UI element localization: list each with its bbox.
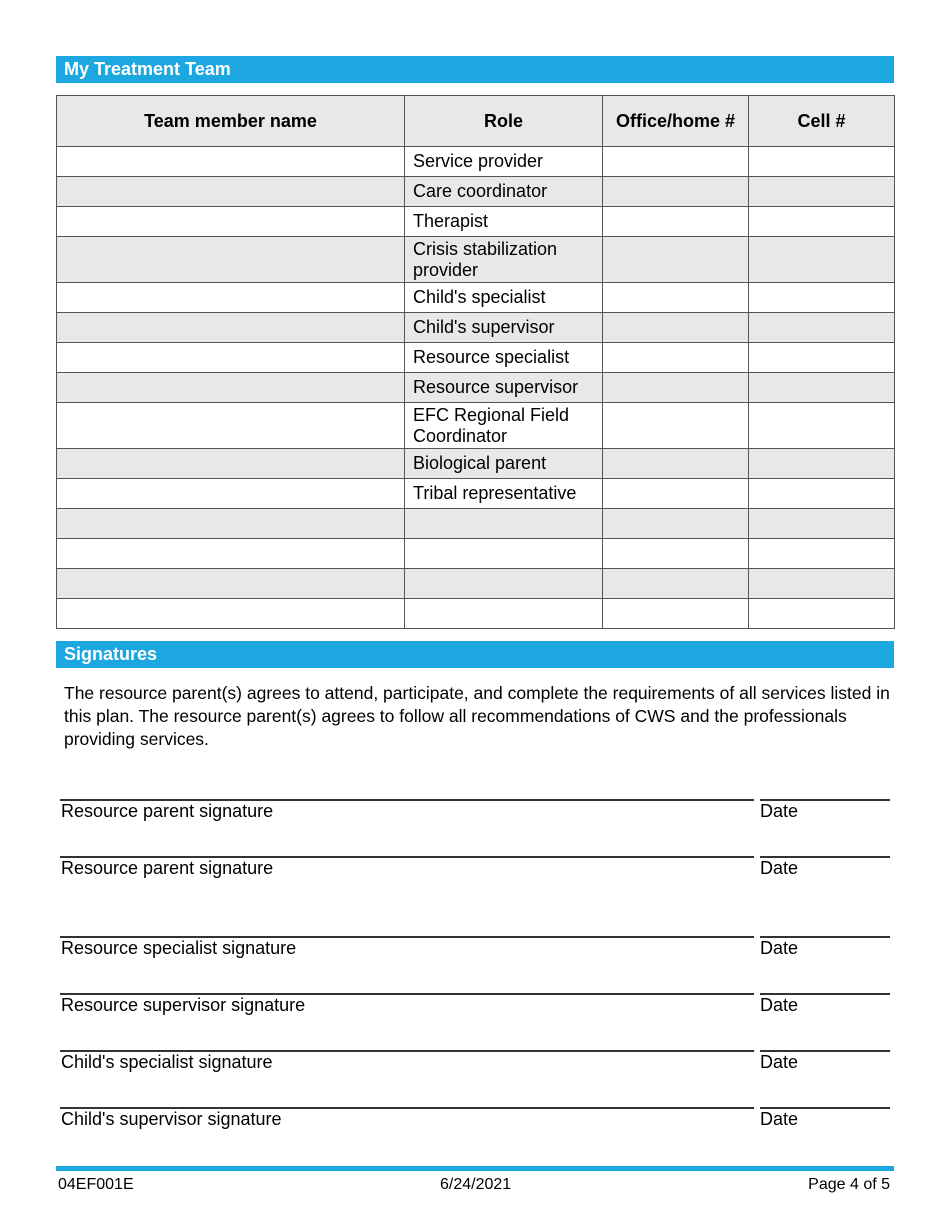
header-name: Team member name [57,96,405,147]
signature-line[interactable] [56,799,894,829]
cell-phone-cell[interactable] [749,147,895,177]
cell-phone-cell[interactable] [749,177,895,207]
role-cell: Tribal representative [405,479,603,509]
cell-phone-cell[interactable] [749,539,895,569]
office-phone-cell[interactable] [603,313,749,343]
cell-phone-cell[interactable] [749,237,895,283]
table-row [57,479,895,509]
cell-phone-cell[interactable] [749,599,895,629]
role-cell: Resource supervisor [405,373,603,403]
role-cell [405,569,603,599]
name-cell[interactable] [57,177,405,207]
table-row [57,283,895,313]
office-phone-cell[interactable] [603,509,749,539]
name-cell[interactable] [57,539,405,569]
form-id: 04EF001E [58,1176,134,1193]
role-cell: Crisis stabilization provider [405,237,603,283]
signature-line[interactable] [56,936,894,966]
table-row [57,599,895,629]
office-phone-cell[interactable] [603,177,749,207]
role-cell: Therapist [405,207,603,237]
office-phone-cell[interactable] [603,283,749,313]
cell-phone-cell[interactable] [749,283,895,313]
role-cell: Child's supervisor [405,313,603,343]
office-phone-cell[interactable] [603,599,749,629]
office-phone-cell[interactable] [603,449,749,479]
date-label: Date [760,858,799,878]
role-cell: Child's specialist [405,283,603,313]
role-cell: Care coordinator [405,177,603,207]
office-phone-cell[interactable] [603,237,749,283]
signature-label: Resource specialist signature [61,938,297,958]
table-row [57,313,895,343]
treatment-team-header: My Treatment Team [56,56,894,83]
name-cell[interactable] [57,403,405,449]
cell-phone-cell[interactable] [749,569,895,599]
name-cell[interactable] [57,373,405,403]
cell-phone-cell[interactable] [749,373,895,403]
office-phone-cell[interactable] [603,343,749,373]
cell-phone-cell[interactable] [749,343,895,373]
table-row [57,237,895,283]
office-phone-cell[interactable] [603,147,749,177]
name-cell[interactable] [57,479,405,509]
date-label: Date [760,938,799,958]
name-cell[interactable] [57,509,405,539]
signature-label: Resource parent signature [61,801,274,821]
cell-phone-cell[interactable] [749,207,895,237]
role-cell: Biological parent [405,449,603,479]
office-phone-cell[interactable] [603,403,749,449]
form-date: 6/24/2021 [440,1176,512,1193]
office-phone-cell[interactable] [603,569,749,599]
cell-phone-cell[interactable] [749,479,895,509]
cell-phone-cell[interactable] [749,509,895,539]
header-cell: Cell # [749,96,895,147]
cell-phone-cell[interactable] [749,449,895,479]
table-row [57,539,895,569]
header-role: Role [405,96,603,147]
role-cell [405,509,603,539]
office-phone-cell[interactable] [603,479,749,509]
table-row [57,509,895,539]
date-label: Date [760,995,799,1015]
signature-line[interactable] [56,1107,894,1137]
table-row [57,207,895,237]
footer-rule [56,1166,894,1171]
signatures-header: Signatures [56,641,894,668]
signature-label: Child's specialist signature [61,1052,273,1072]
signature-label: Resource parent signature [61,858,274,878]
signature-line[interactable] [56,1050,894,1080]
name-cell[interactable] [57,569,405,599]
treatment-team-table [56,95,895,629]
name-cell[interactable] [57,449,405,479]
cell-phone-cell[interactable] [749,313,895,343]
table-row [57,343,895,373]
name-cell[interactable] [57,313,405,343]
office-phone-cell[interactable] [603,207,749,237]
table-row [57,449,895,479]
table-row [57,177,895,207]
cell-phone-cell[interactable] [749,403,895,449]
role-cell: Service provider [405,147,603,177]
table-row [57,403,895,449]
table-row [57,373,895,403]
signature-label: Resource supervisor signature [61,995,306,1015]
signature-line[interactable] [56,993,894,1023]
office-phone-cell[interactable] [603,539,749,569]
signature-line[interactable] [56,856,894,886]
role-cell: Resource specialist [405,343,603,373]
date-label: Date [760,1052,799,1072]
office-phone-cell[interactable] [603,373,749,403]
name-cell[interactable] [57,207,405,237]
name-cell[interactable] [57,283,405,313]
date-label: Date [760,801,799,821]
signature-label: Child's supervisor signature [61,1109,282,1129]
date-label: Date [760,1109,799,1129]
name-cell[interactable] [57,343,405,373]
name-cell[interactable] [57,147,405,177]
role-cell: EFC Regional Field Coordinator [405,403,603,449]
page-number: Page 4 of 5 [808,1176,890,1193]
name-cell[interactable] [57,237,405,283]
header-office: Office/home # [603,96,749,147]
role-cell [405,599,603,629]
table-row [57,569,895,599]
name-cell[interactable] [57,599,405,629]
table-row [57,147,895,177]
role-cell [405,539,603,569]
agreement-text: The resource parent(s) agrees to attend, participate, and complete the requirements of all services listed in this plan. The resource parent(s) agrees to follow all recommendations of CWS and the professionals providing services. [64,683,890,749]
